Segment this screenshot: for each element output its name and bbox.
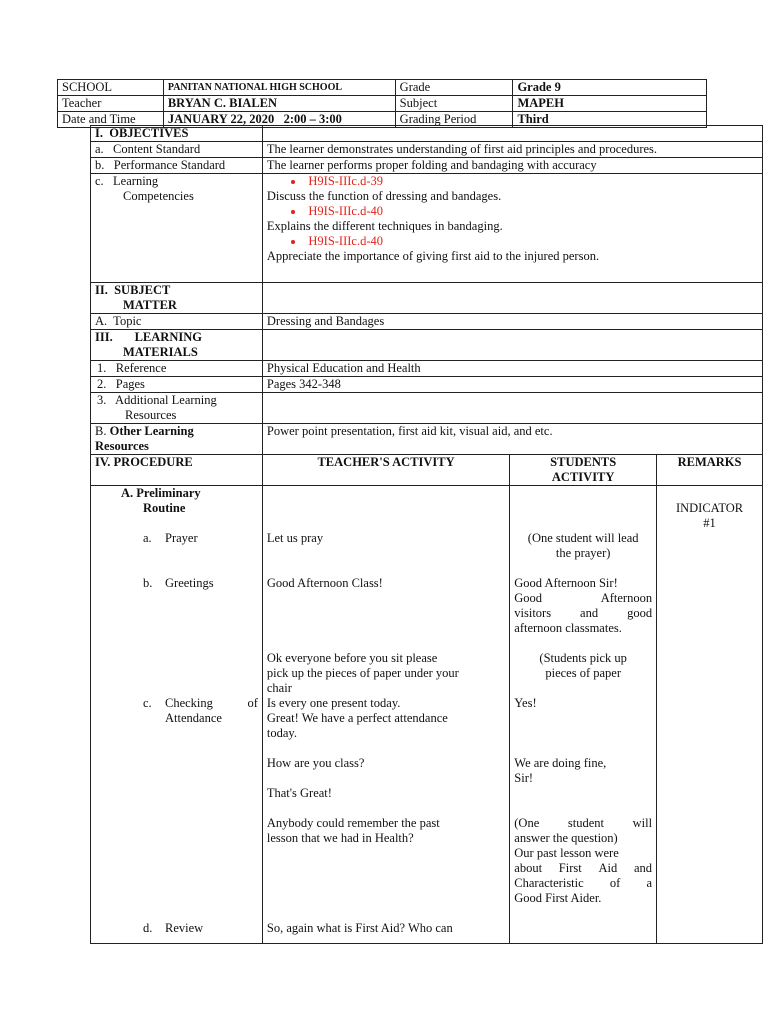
objectives-heading: I. OBJECTIVES — [91, 126, 263, 142]
topic-row — [91, 314, 763, 330]
student-fine-2: Sir! — [514, 771, 534, 785]
pages-label: 2. Pages — [91, 377, 263, 393]
student-greeting-4: afternoon classmates. — [514, 621, 622, 635]
student-paper-1: (Students pick up — [539, 651, 627, 665]
content-standard-row — [91, 142, 763, 158]
student-past-6: Good First Aider. — [514, 891, 602, 905]
student-prayer-2: the prayer) — [555, 546, 611, 560]
content-standard-value: The learner demonstrates understanding of first aid principles and procedures. — [262, 142, 762, 158]
student-paper-2: pieces of paper — [545, 666, 621, 680]
performance-standard-label: b. Performance Standard — [91, 158, 263, 174]
period-value: Third — [513, 112, 707, 128]
date-value: JANUARY 22, 2020 2:00 – 3:00 — [163, 112, 395, 128]
step-checking-attendance: c. Checking of — [143, 696, 258, 710]
competency-2: Explains the different techniques in bandaging. — [266, 219, 503, 233]
students-heading-2: ACTIVITY — [551, 470, 615, 484]
reference-value: Physical Education and Health — [262, 361, 762, 377]
competency-code-1: H9IS-IIIc.d-39 — [308, 174, 384, 188]
student-past-5: Characteristic of a — [514, 876, 653, 890]
lesson-plan-table — [90, 125, 763, 944]
students-heading-1: STUDENTS — [550, 455, 617, 469]
teacher-activity — [262, 486, 509, 944]
competencies-label-line-2: Competencies — [123, 189, 194, 203]
teacher-past-lesson-2: lesson that we had in Health? — [266, 831, 414, 845]
student-past-2: answer the question) — [514, 831, 618, 845]
reference-label: 1. Reference — [91, 361, 263, 377]
teacher-how-are-you: How are you class? — [266, 756, 365, 770]
teacher-past-lesson-1: Anybody could remember the past — [266, 816, 440, 830]
other-resources-value: Power point presentation, first aid kit, visual aid, and etc. — [262, 424, 762, 455]
school-value: PANITAN NATIONAL HIGH SCHOOL — [163, 80, 395, 96]
remarks-heading: REMARKS — [657, 455, 763, 486]
reference-row — [91, 361, 763, 377]
subject-matter-heading-row — [91, 283, 763, 314]
objectives-heading-row — [91, 126, 763, 142]
materials-heading — [91, 330, 263, 361]
additional-resources-row — [91, 393, 763, 424]
topic-value: Dressing and Bandages — [262, 314, 762, 330]
header-row-teacher — [58, 96, 707, 112]
competency-1: Discuss the function of dressing and bandages. — [266, 189, 502, 203]
additional-resources-line-1: 3. Additional Learning — [97, 393, 217, 407]
subject-value: MAPEH — [513, 96, 707, 112]
procedure-steps — [91, 486, 263, 944]
teacher-greeting: Good Afternoon Class! — [266, 576, 383, 590]
step-greetings: b. Greetings — [143, 576, 214, 590]
student-prayer-1: (One student will lead — [527, 531, 639, 545]
student-fine-1: We are doing fine, — [514, 756, 607, 770]
teacher-label: Teacher — [58, 96, 164, 112]
procedure-header-row — [91, 455, 763, 486]
competencies-row — [91, 174, 763, 283]
performance-standard-value: The learner performs proper folding and bandaging with accuracy — [262, 158, 762, 174]
school-label: SCHOOL — [58, 80, 164, 96]
materials-heading-row — [91, 330, 763, 361]
student-past-4: about First Aid and — [514, 861, 653, 875]
step-prayer: a. Prayer — [143, 531, 198, 545]
step-review: d. Review — [143, 921, 204, 935]
subject-matter-heading-2: MATTER — [123, 298, 177, 312]
teacher-thats-great: That's Great! — [266, 786, 332, 800]
teacher-attendance-3: today. — [266, 726, 297, 740]
pages-value: Pages 342-348 — [262, 377, 762, 393]
indicator-number: #1 — [703, 516, 716, 530]
grade-value: Grade 9 — [513, 80, 707, 96]
materials-heading-2: MATERIALS — [123, 345, 198, 359]
grade-label: Grade — [395, 80, 513, 96]
header-table — [57, 79, 707, 128]
materials-heading-1: III. LEARNING — [95, 330, 202, 344]
student-past-3: Our past lesson were — [514, 846, 619, 860]
students-activity-heading — [510, 455, 657, 486]
subject-label: Subject — [395, 96, 513, 112]
remarks — [657, 486, 763, 944]
teacher-prayer: Let us pray — [266, 531, 324, 545]
competencies-list — [262, 174, 762, 283]
teacher-paper-3: chair — [266, 681, 292, 695]
student-past-1: (One student will — [514, 816, 653, 830]
student-attendance: Yes! — [514, 696, 537, 710]
student-greeting-1: Good Afternoon Sir! — [514, 576, 618, 590]
student-greeting-3: visitors and good — [514, 606, 653, 620]
header-row-school — [58, 80, 707, 96]
other-resources-prefix: B. — [95, 424, 107, 438]
procedure-heading: IV. PROCEDURE — [91, 455, 263, 486]
teacher-review: So, again what is First Aid? Who can — [266, 921, 453, 935]
additional-resources-label — [91, 393, 263, 424]
subject-matter-heading — [91, 283, 263, 314]
teacher-paper-2: pick up the pieces of paper under your — [266, 666, 459, 680]
other-resources-label — [91, 424, 263, 455]
teacher-paper-1: Ok everyone before you sit please — [266, 651, 438, 665]
topic-label: A. Topic — [91, 314, 263, 330]
teacher-attendance-2: Great! We have a perfect attendance — [266, 711, 448, 725]
students-activity — [510, 486, 657, 944]
preliminary-routine-1: A. Preliminary — [121, 486, 201, 500]
procedure-body-row — [91, 486, 763, 944]
competency-3: Appreciate the importance of giving first aid to the injured person. — [266, 249, 600, 263]
indicator-label: INDICATOR — [675, 501, 744, 515]
teacher-activity-heading: TEACHER'S ACTIVITY — [262, 455, 509, 486]
teacher-attendance-1: Is every one present today. — [266, 696, 401, 710]
other-resources-row — [91, 424, 763, 455]
student-greeting-2: Good Afternoon — [514, 591, 653, 605]
pages-row — [91, 377, 763, 393]
subject-matter-heading-1: II. SUBJECT — [95, 283, 171, 297]
competency-code-2: H9IS-IIIc.d-40 — [308, 204, 384, 218]
preliminary-routine-2: Routine — [143, 501, 186, 515]
competencies-label-line-1: c. Learning — [95, 174, 159, 188]
content-standard-label: a. Content Standard — [91, 142, 263, 158]
other-resources-line-2: Resources — [95, 439, 149, 453]
date-label: Date and Time — [58, 112, 164, 128]
additional-resources-line-2: Resources — [125, 408, 177, 422]
performance-standard-row — [91, 158, 763, 174]
period-label: Grading Period — [395, 112, 513, 128]
attendance-label: Attendance — [165, 711, 222, 725]
competencies-label — [91, 174, 263, 283]
competency-code-3: H9IS-IIIc.d-40 — [308, 234, 384, 248]
teacher-value: BRYAN C. BIALEN — [163, 96, 395, 112]
other-resources-bold: Other Learning — [109, 424, 194, 438]
